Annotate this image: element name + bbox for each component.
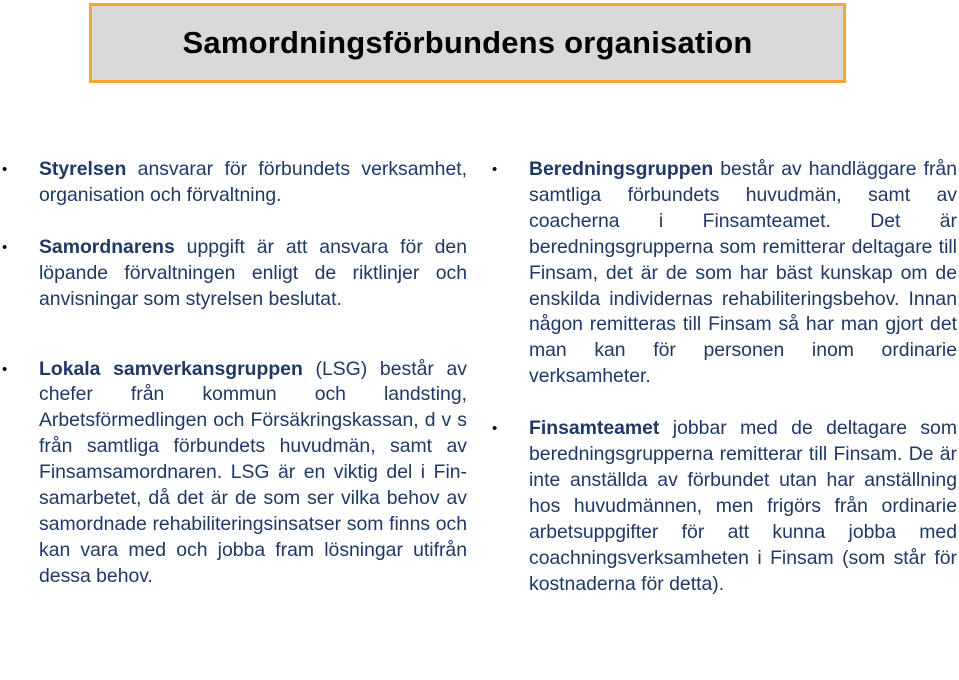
desc-finsamteamet: jobbar med de deltagare som beredningsgrupperna remitterar till Finsam. De är inte anställda av förbundet utan har anställning hos huvudmännen, men frigörs från ordinarie arbetsuppgifter för att kunna jobba med coachningsverksamheten i Finsam (som står för kostnaderna för detta). (529, 417, 957, 595)
bullet-icon: • (2, 238, 8, 256)
term-lsg: Lokala samverkansgruppen (39, 357, 303, 380)
term-samordnarens: Samordnarens (39, 235, 175, 258)
bullet-icon: • (492, 420, 498, 438)
desc-beredningsgruppen: består av handläggare från samtliga förbundets huvudmän, samt av coacherna i Finsamteamet. Det är beredningsgrupperna som remitterar deltagare till Finsam, det är de som har bäst kunskap om de enskilda individernas rehabiliteringsbehov. Innan någon remitteras till Finsam så har man gjort det man kan för personen inom ordinarie verksamheter. (529, 158, 957, 388)
bullet-icon: • (492, 161, 498, 178)
list-item-styrelsen (0, 157, 467, 209)
left-column (0, 157, 467, 590)
term-beredningsgruppen: Beredningsgruppen (529, 158, 714, 180)
term-finsamteamet: Finsamteamet (529, 417, 660, 440)
list-item-samordnarens (0, 235, 467, 313)
list-item-beredningsgruppen (490, 157, 957, 390)
list-item-finsamteamet (490, 416, 957, 597)
bullet-icon: • (2, 161, 8, 178)
right-column (490, 157, 957, 598)
desc-samordnarens: uppgift är att ansvara för den löpande förvaltningen enligt de riktlinjer och anvisningar som styrelsen beslutat. (39, 235, 467, 310)
desc-lsg: (LSG) består av chefer från kommun och landsting, Arbetsförmedlingen och Försäkringskassan, d v s från samtliga förbundets huvudmän, samt av Finsamsamordnaren. LSG är en viktig del i Finsamarbetet, då det är de som ser vilka behov av samordnade rehabiliteringsinsatser som finns och kan vara med och jobba fram lösningar utifrån dessa behov. (39, 357, 467, 587)
desc-styrelsen: ansvarar för förbundets verksamhet, organisation och förvaltning. (39, 158, 467, 206)
bullet-icon: • (2, 360, 8, 378)
term-styrelsen: Styrelsen (39, 158, 127, 180)
page-title: Samordningsförbundens organisation (182, 25, 753, 60)
list-item-lsg (0, 357, 467, 590)
title-box (89, 3, 846, 83)
